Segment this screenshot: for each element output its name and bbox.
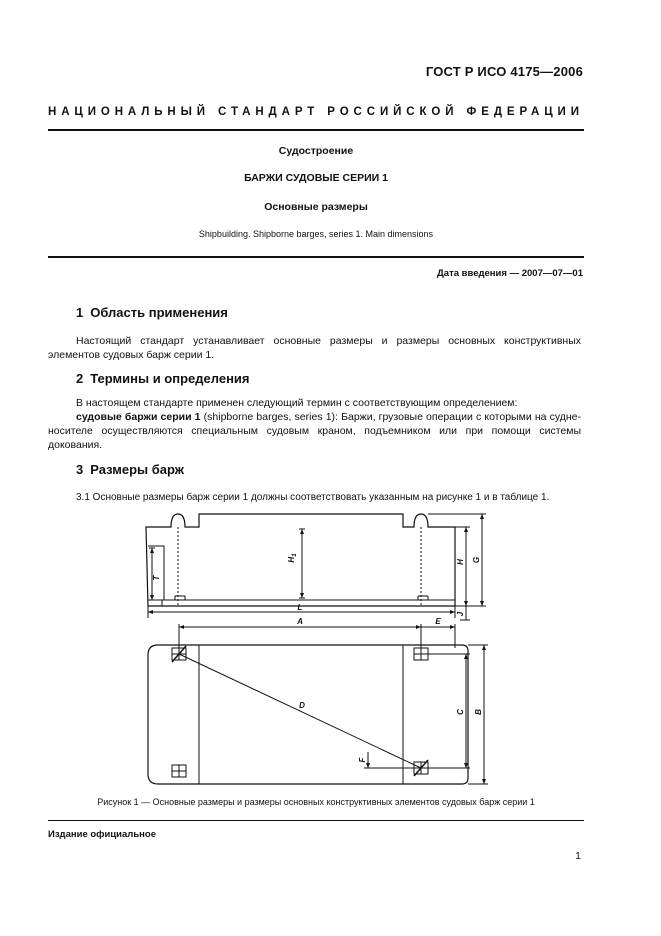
date-value: — 2007—07—01 [509,268,583,279]
section-1-text: Настоящий стандарт устанавливает основные размеры и размеры основных конструктивных элементов судовых барж серии 1. [48,335,581,362]
page-number: 1 [575,850,581,862]
national-standard-banner: НАЦИОНАЛЬНЫЙ СТАНДАРТ РОССИЙСКОЙ ФЕДЕРАЦИИ [48,106,584,118]
section-title: Термины и определения [90,371,250,386]
label-D: D [299,701,305,710]
side-recess [148,546,164,600]
section-3-text: 3.1 Основные размеры барж серии 1 должны соответствовать указанным на рисунке 1 и в таблице 1. [76,492,550,503]
dim-F [364,752,414,768]
dim-H1 [299,529,305,598]
section-number: 1 [76,305,84,320]
label-C: C [456,709,465,715]
dim-D-diagonal [179,654,421,768]
dim-T [149,548,155,600]
section-number: 2 [76,371,84,386]
section-title: Размеры барж [90,462,185,477]
footer-rule [48,820,584,821]
document-subtitle: Основные размеры [264,201,368,213]
label-B: B [474,709,483,715]
section-number: 3 [76,462,84,477]
barge-side-outline [146,514,455,606]
label-A: A [297,617,303,626]
section-area: Судостроение [278,145,354,157]
label-G: G [472,556,481,564]
corner-fitting-tr-cross [414,648,428,660]
section-2-intro: В настоящем стандарте применен следующий термин с соответствующим определением: [76,397,518,409]
term-english: (shipborne barges, series 1): [203,411,338,423]
label-L: L [297,603,303,612]
arrow [450,625,455,629]
label-H: H [456,559,465,565]
label-H1-main: H [287,556,296,563]
label-H1-sub: 1 [292,553,298,557]
english-title: Shipbuilding. Shipborne barges, series 1. Main dimensions [198,229,434,239]
label-F: F [358,757,367,763]
section-title: Область применения [90,305,228,320]
corner-fitting-bl-cross [172,765,186,777]
barge-bottom-detail [162,596,428,606]
label-T: T [152,575,161,581]
document-title: БАРЖИ СУДОВЫЕ СЕРИИ 1 [244,172,388,184]
label-E: E [435,617,441,626]
arrow [366,763,370,768]
gost-code: ГОСТ Р ИСО 4175—2006 [425,64,583,79]
term: судовые баржи серии 1 [76,411,201,423]
label-J: J [456,611,465,617]
dim-H [455,527,470,606]
date-label: Дата введения [437,268,507,279]
edition-note: Издание официальное [48,829,156,840]
label-H1 [287,553,298,563]
definition: Баржи, грузовые операции с которыми на судне-носителе осуществляются специальным судовым краном, подъемником или при помощи системы докования. [48,411,582,452]
figure-caption: Рисунок 1 — Основные размеры и размеры основных конструктивных элементов судовых барж серии 1 [97,797,535,807]
